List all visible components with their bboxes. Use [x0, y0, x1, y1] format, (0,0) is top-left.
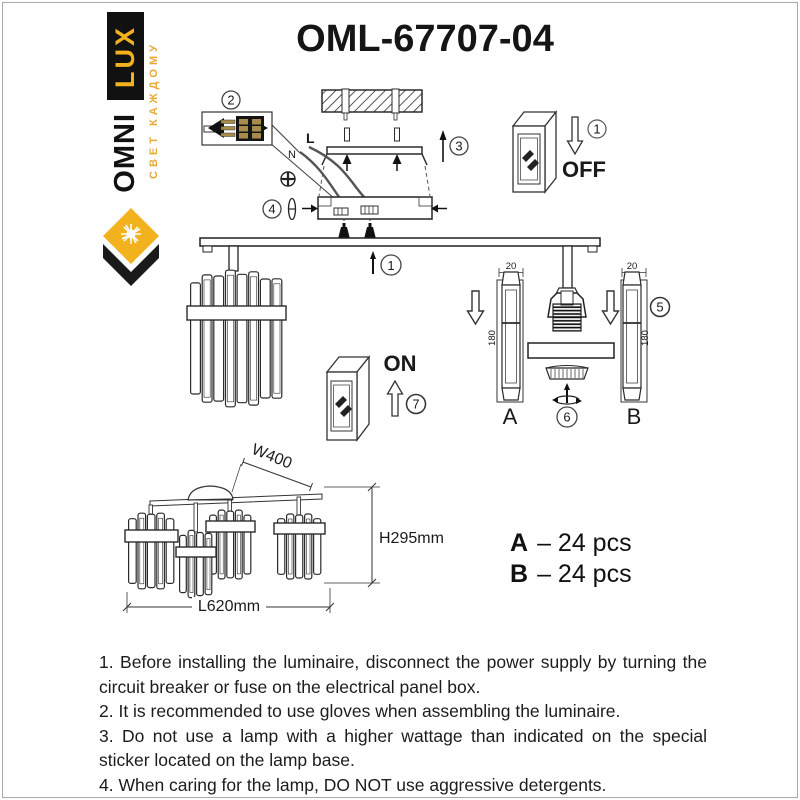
down-arrow-icon — [603, 291, 619, 324]
socket-assembly — [528, 288, 614, 427]
parts-count — [510, 528, 632, 590]
dim-shade-2 — [176, 530, 216, 597]
wire-l-label: L — [306, 130, 315, 146]
part-b-qty: – 24 pcs — [537, 560, 632, 588]
dim-shade-3 — [206, 510, 255, 579]
instructions-list — [99, 650, 707, 797]
dim-length: L620mm — [197, 598, 261, 615]
step-2: 2 — [227, 92, 235, 108]
left-shade — [187, 270, 286, 407]
brand-lux: LUX — [110, 24, 140, 88]
step-1: 1 — [593, 121, 601, 137]
breaker-off — [513, 112, 606, 192]
part-b-count-label: B — [510, 560, 529, 588]
dim-width: W400 — [249, 441, 295, 473]
step-7: 7 — [412, 396, 420, 412]
dim-shade-1 — [125, 513, 178, 589]
rod-a — [468, 261, 524, 429]
wire-n-label: N — [288, 149, 296, 161]
instruction-item-2: 2. It is recommended to use gloves when assembling the luminaire. — [99, 701, 621, 721]
on-label: ON — [383, 351, 417, 376]
step-mount: 1 — [387, 258, 395, 273]
wires — [281, 130, 371, 204]
mounting-bracket — [322, 128, 468, 171]
part-b-label: B — [626, 404, 642, 429]
dimension-drawing — [123, 441, 444, 615]
step-4: 4 — [268, 201, 276, 217]
part-a-count-label: A — [510, 529, 529, 557]
up-arrow-icon — [388, 381, 403, 416]
part-a-qty: – 24 pcs — [537, 529, 632, 557]
breaker-on — [327, 351, 426, 440]
step-3: 3 — [455, 138, 463, 154]
instruction-item-4: 4. When caring for the lamp, DO NOT use aggressive detergents. — [99, 774, 607, 795]
part-b-count — [510, 559, 632, 590]
brand-tagline: СВЕТ КАЖДОМУ — [148, 41, 160, 179]
dim-shade-4 — [274, 514, 325, 579]
down-arrow-icon — [568, 117, 583, 154]
part-a-count — [510, 528, 632, 559]
step-5: 5 — [656, 299, 664, 315]
screw-icon — [281, 172, 295, 186]
rod-a-width: 20 — [505, 261, 517, 272]
instruction-item-3: 3. Do not use a lamp with a higher wattage than indicated on the special sticker located on the lamp base. — [99, 725, 707, 770]
rod-b-width: 20 — [626, 261, 638, 272]
plate-studs — [338, 219, 376, 239]
part-a-label: A — [502, 404, 518, 429]
terminal-block-detail — [202, 91, 335, 199]
brand-omni: OMNI — [109, 113, 141, 193]
off-label: OFF — [562, 157, 606, 182]
step-6: 6 — [563, 409, 571, 425]
down-arrow-icon — [468, 291, 484, 324]
instruction-item-1: 1. Before installing the luminaire, disconnect the power supply by turning the circuit breaker or fuse on the electrical panel box. — [99, 652, 707, 697]
ceiling — [322, 89, 422, 120]
rod-b-length: 180 — [640, 330, 651, 346]
dim-height: H295mm — [379, 530, 444, 547]
page-title: OML-67707-04 — [296, 18, 554, 60]
rod-a-length: 180 — [487, 330, 498, 346]
